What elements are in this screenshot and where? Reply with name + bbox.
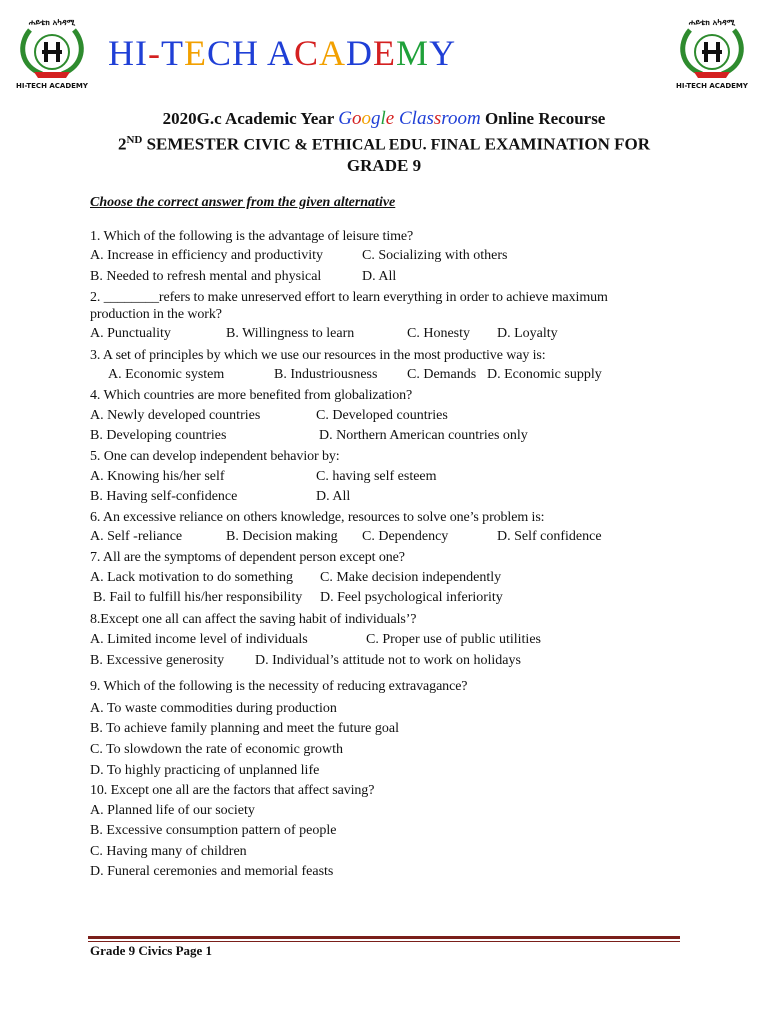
brand-letter: A xyxy=(267,33,295,73)
google-classroom-letter: o xyxy=(447,108,458,129)
logo-caption: HI-TECH ACADEMY xyxy=(16,82,88,90)
option-1d: D. All xyxy=(362,269,397,284)
option-9b: B. To achieve family planning and meet the future goal xyxy=(90,721,399,736)
option-5d: D. All xyxy=(316,489,351,504)
header-line-2 xyxy=(0,134,768,155)
option-3c: C. Demands xyxy=(407,367,477,382)
option-4c: C. Developed countries xyxy=(316,408,448,423)
google-classroom-letter: a xyxy=(416,108,427,129)
brand-letter: C xyxy=(294,33,320,73)
option-9c: C. To slowdown the rate of economic growth xyxy=(90,742,344,757)
question-2: 2. ________refers to make unreserved effort to learn everything in order to achieve maximum production in the work? xyxy=(90,290,608,322)
option-9d: D. To highly practicing of unplanned life xyxy=(90,763,320,778)
brand-letter xyxy=(259,33,267,73)
subject-text: CIVIC & ETHICAL EDU. FINAL xyxy=(243,136,481,154)
option-2a: A. Punctuality xyxy=(90,326,171,341)
option-10d: D. Funeral ceremonies and memorial feasts xyxy=(90,864,334,879)
academy-logo-left xyxy=(12,16,92,90)
brand-letter: T xyxy=(161,33,184,73)
option-4a: A. Newly developed countries xyxy=(90,408,261,423)
brand-letter: E xyxy=(373,33,397,73)
google-classroom-letter: g xyxy=(371,108,381,129)
option-3d: D. Economic supply xyxy=(487,367,602,382)
academic-year-text: 2020G.c Academic Year xyxy=(162,109,339,128)
option-3a: A. Economic system xyxy=(108,367,225,382)
option-2d: D. Loyalty xyxy=(497,326,558,341)
option-7d: D. Feel psychological inferiority xyxy=(320,590,503,605)
option-8d: D. Individual’s attitude not to work on holidays xyxy=(255,653,521,668)
brand-letter: - xyxy=(148,33,161,73)
option-5c: C. having self esteem xyxy=(316,469,437,484)
option-10a: A. Planned life of our society xyxy=(90,803,255,818)
question-5: 5. One can develop independent behavior by: xyxy=(90,449,340,464)
google-classroom-letter: o xyxy=(457,108,467,129)
semester-number: 2 xyxy=(117,134,127,154)
brand-letter: A xyxy=(319,33,347,73)
option-7b: B. Fail to fulfill his/her responsibility xyxy=(93,590,303,605)
option-8b: B. Excessive generosity xyxy=(90,653,225,668)
logo-amharic-text: ሐይቴክ አካዳሚ xyxy=(28,18,76,27)
option-5b: B. Having self-confidence xyxy=(90,489,238,504)
google-classroom-letter: o xyxy=(361,108,372,129)
brand-letter: HI xyxy=(108,33,148,73)
footer-rule xyxy=(88,936,680,939)
brand-letter: E xyxy=(184,33,207,73)
instruction-text: Choose the correct answer from the given alternative xyxy=(90,195,396,210)
google-classroom-letter: l xyxy=(380,108,386,129)
brand-letter: M xyxy=(396,33,430,73)
brand-letter: C xyxy=(207,33,233,73)
google-classroom-letter: s xyxy=(426,108,434,129)
option-9a: A. To waste commodities during production xyxy=(90,701,337,716)
option-1a: A. Increase in efficiency and productivity xyxy=(90,248,323,263)
google-classroom-letter: s xyxy=(433,108,442,129)
brand-letter: Y xyxy=(429,33,457,73)
semester-text: SEMESTER xyxy=(142,134,244,154)
google-classroom-letter: r xyxy=(441,108,448,129)
option-4b: B. Developing countries xyxy=(90,428,227,443)
semester-suffix: ND xyxy=(126,134,143,146)
question-10: 10. Except one all are the factors that affect saving? xyxy=(90,783,375,798)
question-4: 4. Which countries are more benefited from globalization? xyxy=(90,388,413,403)
option-1c: C. Socializing with others xyxy=(362,248,508,263)
logo-amharic-text: ሐይቴክ አካዳሚ xyxy=(688,18,736,27)
google-classroom-letter: G xyxy=(338,108,353,129)
online-recourse-text: Online Recourse xyxy=(480,109,606,128)
option-1b: B. Needed to refresh mental and physical xyxy=(90,269,322,284)
option-2b: B. Willingness to learn xyxy=(226,326,355,341)
logo-caption: HI-TECH ACADEMY xyxy=(676,82,748,90)
google-classroom-letter: l xyxy=(411,108,417,129)
question-9: 9. Which of the following is the necessity of reducing extravagance? xyxy=(90,679,468,694)
laurel-seal-icon xyxy=(672,16,752,80)
option-5a: A. Knowing his/her self xyxy=(90,469,225,484)
option-4d: D. Northern American countries only xyxy=(319,428,528,443)
google-classroom-text xyxy=(338,108,480,129)
question-8: 8.Except one all can affect the saving habit of individuals’? xyxy=(90,612,417,627)
option-10c: C. Having many of children xyxy=(90,844,247,859)
question-6: 6. An excessive reliance on others knowledge, resources to solve one’s problem is: xyxy=(90,510,545,525)
brand-letter: H xyxy=(232,33,260,73)
question-7: 7. All are the symptoms of dependent person except one? xyxy=(90,550,405,565)
footer-rule-thin xyxy=(88,941,680,942)
question-1: 1. Which of the following is the advantage of leisure time? xyxy=(90,229,414,244)
option-8a: A. Limited income level of individuals xyxy=(90,632,308,647)
google-classroom-letter: e xyxy=(385,108,395,129)
option-6b: B. Decision making xyxy=(226,529,338,544)
page-footer: Grade 9 Civics Page 1 xyxy=(90,943,213,958)
academy-title xyxy=(108,32,456,74)
option-6a: A. Self -reliance xyxy=(90,529,183,544)
option-8c: C. Proper use of public utilities xyxy=(366,632,541,647)
grade-heading: GRADE 9 xyxy=(346,156,422,175)
google-classroom-letter: C xyxy=(398,108,412,129)
google-classroom-letter: m xyxy=(466,108,481,129)
brand-letter: D xyxy=(346,33,374,73)
option-2c: C. Honesty xyxy=(407,326,470,341)
option-3b: B. Industriousness xyxy=(274,367,378,382)
option-7a: A. Lack motivation to do something xyxy=(90,570,293,585)
google-classroom-letter: o xyxy=(352,108,362,129)
option-10b: B. Excessive consumption pattern of people xyxy=(90,823,337,838)
examination-text: EXAMINATION FOR xyxy=(480,134,651,154)
option-6d: D. Self confidence xyxy=(497,529,602,544)
academy-logo-right xyxy=(672,16,752,90)
option-7c: C. Make decision independently xyxy=(320,570,502,585)
header-line-1 xyxy=(0,108,768,130)
option-6c: C. Dependency xyxy=(362,529,449,544)
question-3: 3. A set of principles by which we use our resources in the most productive way is: xyxy=(90,348,546,363)
laurel-seal-icon xyxy=(12,16,92,80)
